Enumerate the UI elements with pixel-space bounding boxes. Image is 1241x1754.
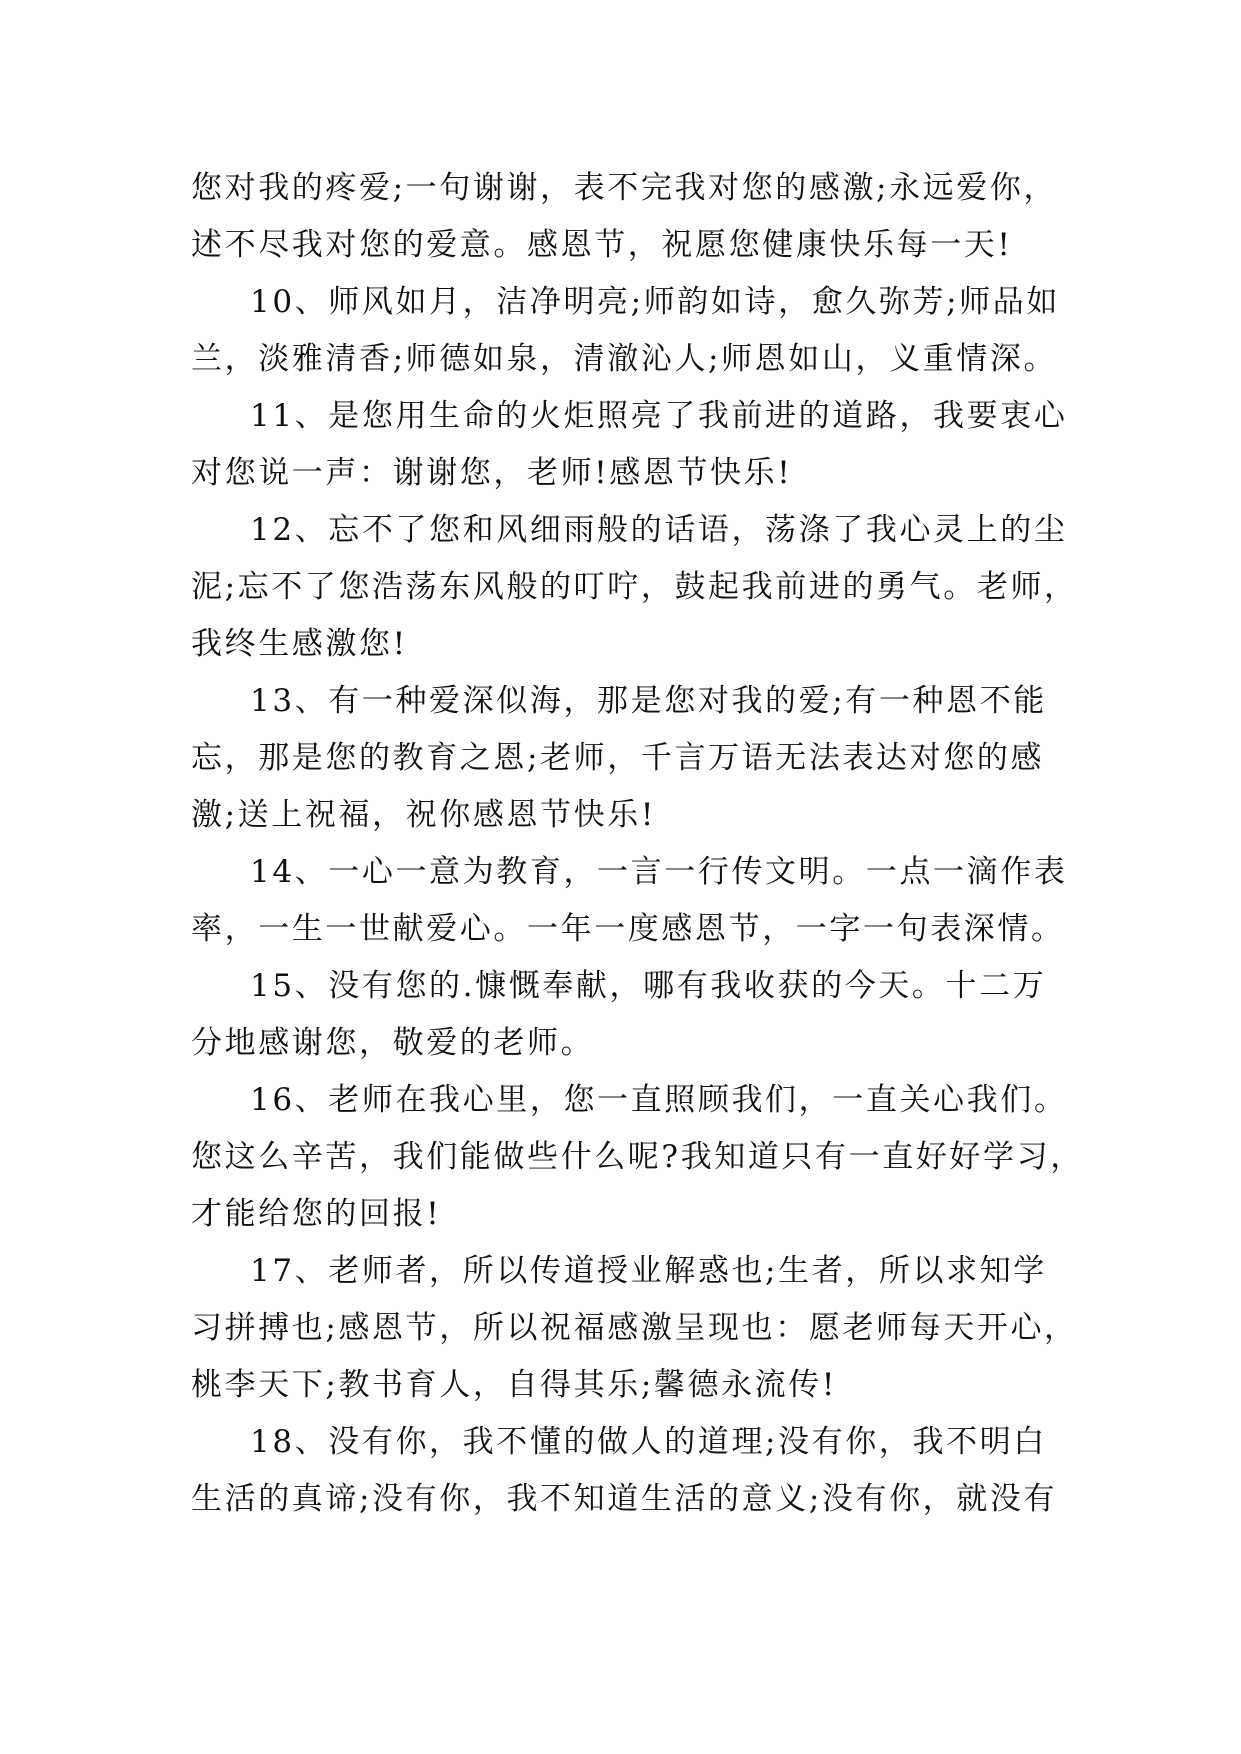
text-line: 忘，那是您的教育之恩;老师，千言万语无法表达对您的感: [191, 740, 1045, 776]
text-line: 我终生感激您!: [191, 626, 408, 662]
text-line: 习拼搏也;感恩节，所以祝福感激呈现也：愿老师每天开心，: [191, 1310, 1078, 1346]
paragraph-18-start: 18、没有你，我不懂的做人的道理;没有你，我不明白: [250, 1424, 1047, 1460]
text-line: 才能给您的回报!: [191, 1196, 442, 1232]
text-line: 桃李天下;教书育人，自得其乐;馨德永流传!: [191, 1367, 837, 1403]
text-line: 率，一生一世献爱心。一年一度感恩节，一字一句表深情。: [191, 911, 1065, 947]
paragraph-15-start: 15、没有您的.慷慨奉献，哪有我收获的今天。十二万: [250, 968, 1047, 1004]
text-line: 分地感谢您，敬爱的老师。: [191, 1025, 595, 1061]
text-line: 激;送上祝福，祝你感恩节快乐!: [191, 797, 656, 833]
text-line: 述不尽我对您的爱意。感恩节，祝愿您健康快乐每一天!: [191, 227, 1013, 263]
paragraph-13-start: 13、有一种爱深似海，那是您对我的爱;有一种恩不能: [250, 683, 1047, 719]
paragraph-17-start: 17、老师者，所以传道授业解惑也;生者，所以求知学: [250, 1253, 1047, 1289]
paragraph-14-start: 14、一心一意为教育，一言一行传文明。一点一滴作表: [250, 854, 1068, 890]
text-line: 泥;忘不了您浩荡东风般的叮咛，鼓起我前进的勇气。老师，: [191, 569, 1078, 605]
paragraph-10-start: 10、师风如月，洁净明亮;师韵如诗，愈久弥芳;师品如: [250, 284, 1060, 320]
text-line: 兰，淡雅清香;师德如泉，清澈沁人;师恩如山，义重情深。: [191, 341, 1058, 377]
text-line: 您对我的疼爱;一句谢谢，表不完我对您的感激;永远爱你，: [191, 170, 1058, 206]
paragraph-16-start: 16、老师在我心里，您一直照顾我们，一直关心我们。: [250, 1082, 1068, 1118]
text-line: 生活的真谛;没有你，我不知道生活的意义;没有你，就没有: [191, 1481, 1058, 1517]
paragraph-11-start: 11、是您用生命的火炬照亮了我前进的道路，我要衷心: [250, 398, 1068, 434]
text-line: 对您说一声：谢谢您，老师!感恩节快乐!: [191, 455, 793, 491]
paragraph-12-start: 12、忘不了您和风细雨般的话语，荡涤了我心灵上的尘: [250, 512, 1068, 548]
text-line: 您这么辛苦，我们能做些什么呢?我知道只有一直好好学习，: [191, 1139, 1084, 1175]
